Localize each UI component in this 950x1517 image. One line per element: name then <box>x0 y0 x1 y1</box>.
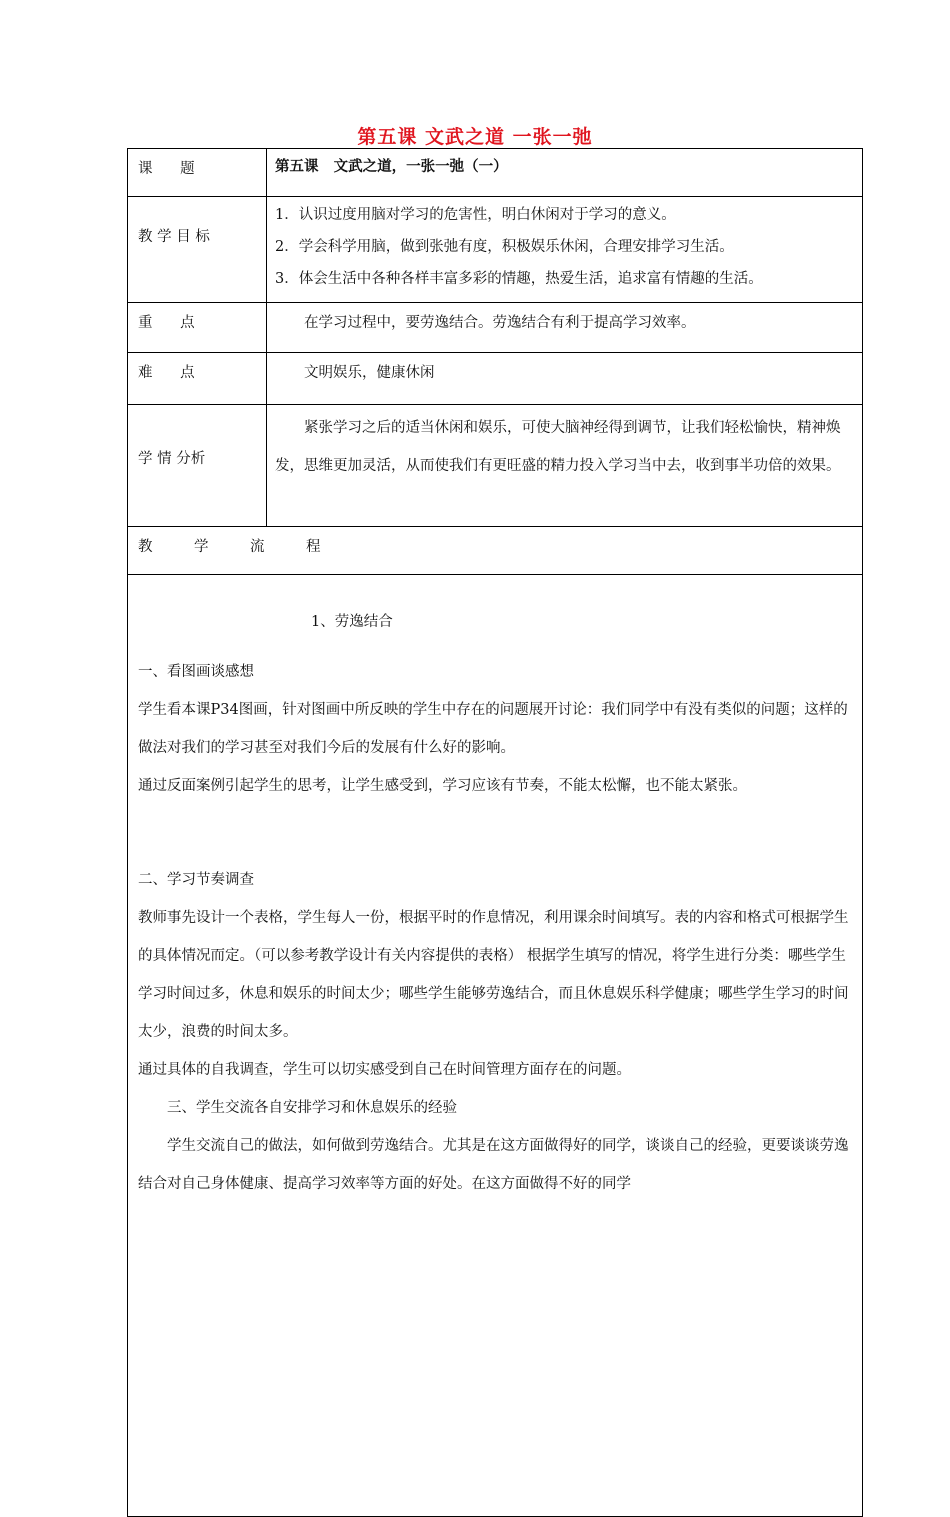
key-point-text: 在学习过程中，要劳逸结合。劳逸结合有利于提高学习效率。 <box>304 315 696 331</box>
analysis-value <box>267 405 863 527</box>
goal-item: 2．学会科学用脑，做到张弛有度，积极娱乐休闲，合理安排学习生活。 <box>275 239 734 255</box>
difficulty-text: 文明娱乐，健康休闲 <box>304 365 435 381</box>
teaching-process <box>128 575 863 1517</box>
section1-paragraph: 通过反面案例引起学生的思考，让学生感受到，学习应该有节奏，不能太松懈，也不能太紧张。 <box>138 778 747 794</box>
goals-label <box>128 197 267 303</box>
key-point-value <box>267 303 863 353</box>
process-subtitle: 1、劳逸结合 <box>311 614 393 630</box>
topic-label: 课 题 <box>128 149 267 197</box>
section3-heading: 三、学生交流各自安排学习和休息娱乐的经验 <box>167 1100 457 1116</box>
section3-paragraph: 学生交流自己的做法，如何做到劳逸结合。尤其是在这方面做得好的同学，谈谈自己的经验，更要谈谈劳逸结合对自己身体健康、提高学习效率等方面的好处。在这方面做得不好的同学 <box>138 1138 849 1192</box>
key-point-row <box>128 303 863 353</box>
goals-list <box>267 197 863 303</box>
topic-value: 第五课 文武之道，一张一弛（一） <box>267 149 863 197</box>
section1-heading: 一、看图画谈感想 <box>138 664 254 680</box>
analysis-label-text: 学 情 分析 <box>138 451 206 467</box>
key-point-label: 重 点 <box>128 303 267 353</box>
analysis-row <box>128 405 863 527</box>
analysis-label <box>128 405 267 527</box>
difficulty-label: 难 点 <box>128 353 267 405</box>
lesson-plan-table <box>127 148 863 1517</box>
difficulty-row <box>128 353 863 405</box>
flow-label: 教 学 流 程 <box>128 527 863 575</box>
section2-heading: 二、学习节奏调查 <box>138 872 254 888</box>
flow-row <box>128 527 863 575</box>
goals-label-text: 教 学 目 标 <box>138 229 210 245</box>
section1-paragraph: 学生看本课P34图画，针对图画中所反映的学生中存在的问题展开讨论：我们同学中有没有类似的问题；这样的做法对我们的学习甚至对我们今后的发展有什么好的影响。 <box>138 702 848 756</box>
analysis-text: 紧张学习之后的适当休闲和娱乐，可使大脑神经得到调节，让我们轻松愉快，精神焕发，思维更加灵活，从而使我们有更旺盛的精力投入学习当中去，收到事半功倍的效果。 <box>275 420 841 474</box>
section2-paragraph: 通过具体的自我调查，学生可以切实感受到自己在时间管理方面存在的问题。 <box>138 1062 631 1078</box>
section2-paragraph: 教师事先设计一个表格，学生每人一份，根据平时的作息情况，利用课余时间填写。表的内容和格式可根据学生的具体情况而定。（可以参考教学设计有关内容提供的表格） 根据学生填写的情况，将学生进行分类：哪些学生学习时间过多，休息和娱乐的时间太少；哪些学生能够劳逸结合，而且休息娱乐科学健康；哪些学生学习的时间太少，浪费的时间太多。 <box>138 910 849 1040</box>
goal-item: 1．认识过度用脑对学习的危害性，明白休闲对于学习的意义。 <box>275 207 676 223</box>
topic-row <box>128 149 863 197</box>
process-row <box>128 575 863 1517</box>
goal-item: 3．体会生活中各种各样丰富多彩的情趣，热爱生活，追求富有情趣的生活。 <box>275 271 763 287</box>
goals-row <box>128 197 863 303</box>
document-title: 第五课 文武之道 一张一弛 <box>357 126 593 148</box>
difficulty-value <box>267 353 863 405</box>
